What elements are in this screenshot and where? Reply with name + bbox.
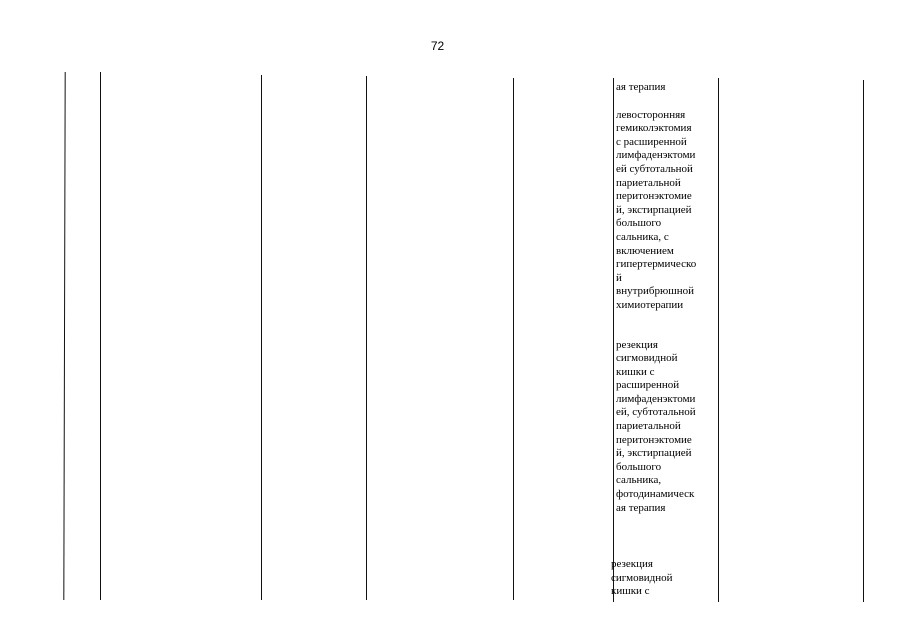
text-line: гипертермическо bbox=[616, 258, 697, 271]
treatment-entry bbox=[616, 81, 720, 95]
text-line: й bbox=[616, 271, 622, 284]
column-rule-5 bbox=[513, 78, 514, 600]
treatment-method-cell bbox=[616, 81, 720, 541]
treatment-entry bbox=[616, 109, 720, 313]
text-line: гемиколэктомия bbox=[616, 122, 692, 135]
text-line: левосторонняя bbox=[616, 108, 686, 121]
text-line: париетальной bbox=[616, 176, 681, 189]
text-line: ая терапия bbox=[616, 81, 666, 93]
text-line: сигмовидной bbox=[616, 352, 678, 365]
text-line: химиотерапии bbox=[616, 298, 684, 311]
text-line: с расширенной bbox=[616, 135, 687, 148]
text-line: большого bbox=[616, 217, 662, 230]
text-line: сальника, bbox=[616, 474, 662, 487]
text-line: большого bbox=[616, 460, 662, 473]
text-line: й, экстирпацией bbox=[616, 203, 692, 216]
text-line: ей субтотальной bbox=[616, 162, 693, 175]
column-rule-2 bbox=[100, 72, 101, 600]
text-line: расширенной bbox=[616, 379, 680, 392]
text-line: внутрибрюшной bbox=[616, 285, 694, 298]
text-line: ая терапия bbox=[616, 501, 666, 514]
text-line: включением bbox=[616, 244, 674, 257]
text-line: лимфаденэктоми bbox=[616, 392, 696, 405]
text-line: кишки с bbox=[616, 365, 655, 378]
text-line: кишки с bbox=[611, 585, 650, 598]
text-line: сигмовидной bbox=[611, 571, 673, 584]
text-line: лимфаденэктоми bbox=[616, 149, 696, 162]
text-line: перитонэктомие bbox=[616, 433, 692, 446]
column-rule-3 bbox=[261, 75, 262, 600]
text-line: сальника, с bbox=[616, 230, 669, 243]
text-line: париетальной bbox=[616, 420, 681, 433]
column-rule-6 bbox=[613, 78, 614, 602]
column-rule-8 bbox=[863, 80, 864, 602]
text-line: резекция bbox=[611, 558, 653, 570]
text-line: резекция bbox=[616, 338, 658, 351]
treatment-entry-continued bbox=[611, 558, 715, 599]
text-line: перитонэктомие bbox=[616, 190, 692, 203]
text-line: фотодинамическ bbox=[616, 488, 695, 501]
column-rule-4 bbox=[366, 76, 367, 600]
treatment-entry bbox=[616, 339, 720, 516]
column-rule-1 bbox=[63, 72, 65, 600]
text-line: ей, субтотальной bbox=[616, 406, 696, 419]
page-number: 72 bbox=[430, 39, 445, 53]
text-line: й, экстирпацией bbox=[616, 447, 692, 460]
